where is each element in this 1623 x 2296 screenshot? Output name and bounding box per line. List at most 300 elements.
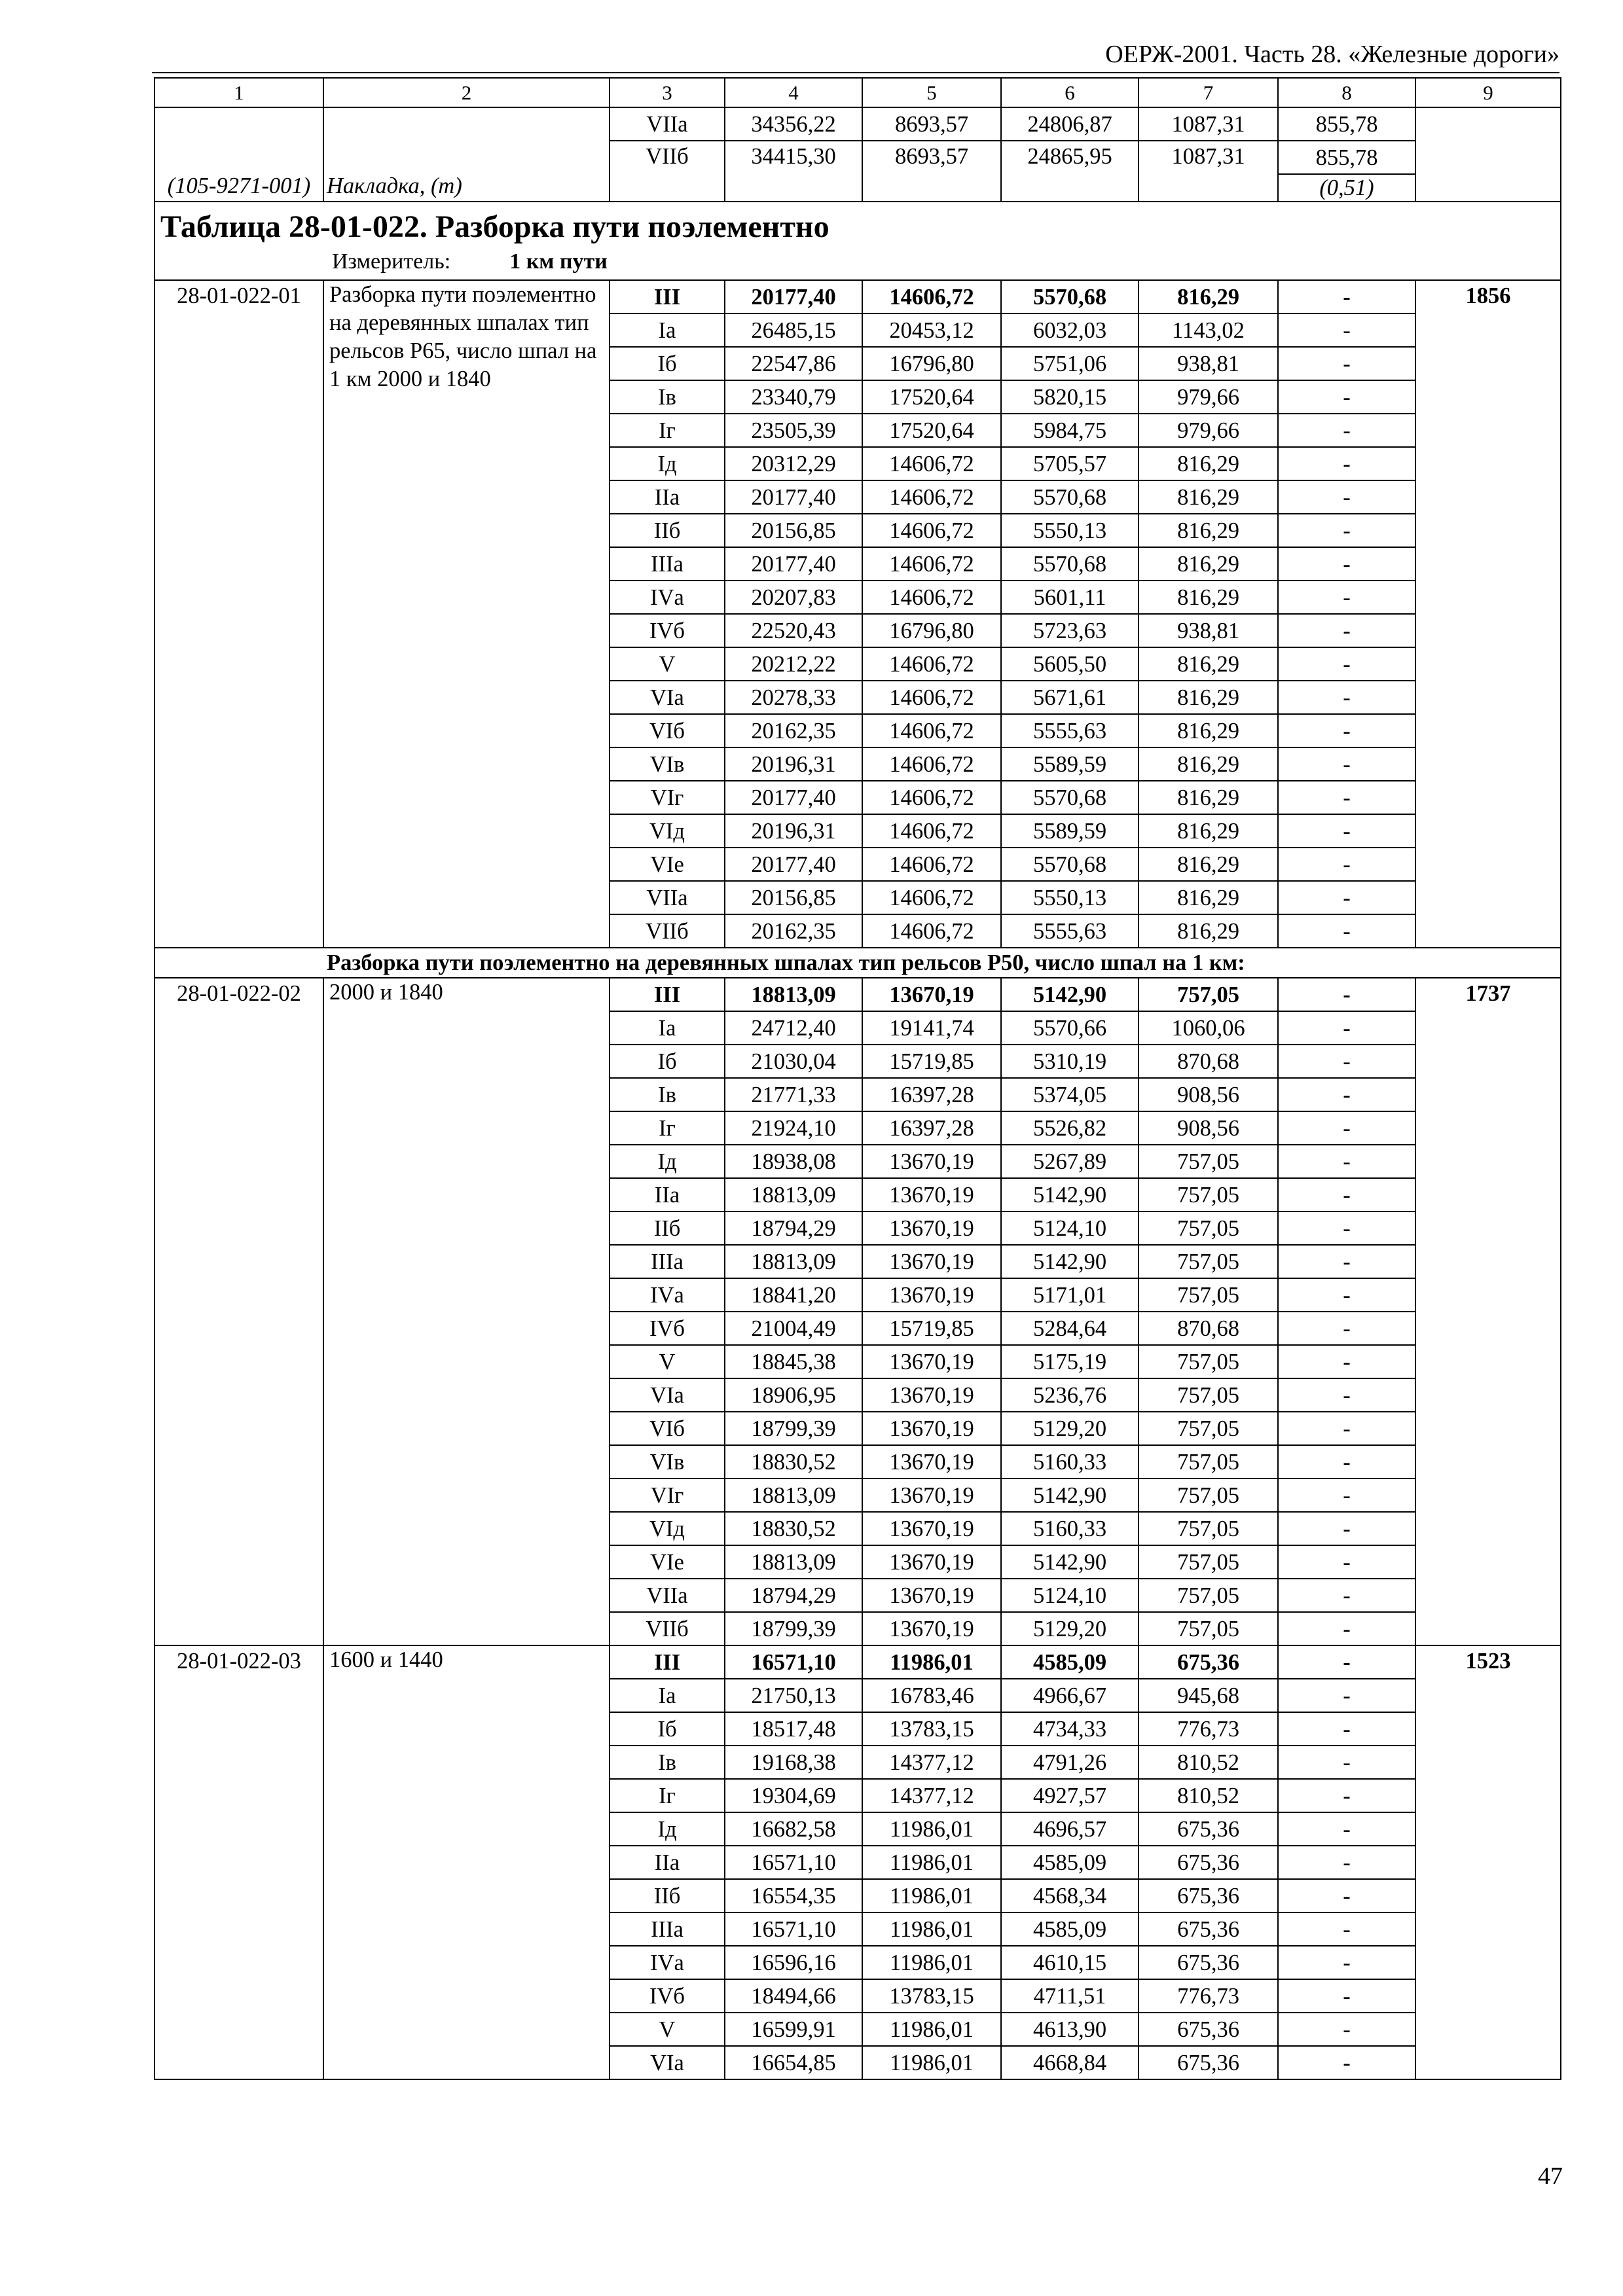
- zone-cell: V: [610, 2013, 725, 2046]
- value-cell: 757,05: [1139, 1345, 1278, 1378]
- value-cell: 675,36: [1139, 1812, 1278, 1846]
- column-number: 7: [1139, 78, 1278, 107]
- value-cell: 816,29: [1139, 714, 1278, 747]
- value-cell: 675,36: [1139, 1645, 1278, 1679]
- value-cell: -: [1278, 1445, 1415, 1479]
- value-cell: 18494,66: [725, 1979, 862, 2013]
- value-cell: 816,29: [1139, 747, 1278, 781]
- value-cell: 16554,35: [725, 1879, 862, 1912]
- value-cell: 23505,39: [725, 414, 862, 447]
- value-cell: 21750,13: [725, 1679, 862, 1712]
- value-cell: -: [1278, 1712, 1415, 1746]
- value-cell: 15719,85: [862, 1045, 1001, 1078]
- value-cell: -: [1278, 1779, 1415, 1812]
- value-cell: 938,81: [1139, 347, 1278, 380]
- value-cell: 13670,19: [862, 1612, 1001, 1645]
- total-cell: 1737: [1415, 978, 1561, 1645]
- value-cell: 13670,19: [862, 1178, 1001, 1211]
- value-cell: 816,29: [1139, 280, 1278, 314]
- value-cell: 776,73: [1139, 1979, 1278, 2013]
- value-cell: 5555,63: [1001, 714, 1139, 747]
- zone-cell: V: [610, 647, 725, 681]
- value-cell: 14377,12: [862, 1746, 1001, 1779]
- zone-cell: IVа: [610, 1946, 725, 1979]
- zone-cell: IIа: [610, 1178, 725, 1211]
- value-cell: 5374,05: [1001, 1078, 1139, 1111]
- value-cell: 1143,02: [1139, 314, 1278, 347]
- value-cell: 14606,72: [862, 280, 1001, 314]
- value-cell: -: [1278, 1479, 1415, 1512]
- zone-cell: VIа: [610, 2046, 725, 2079]
- value-cell: -: [1278, 647, 1415, 681]
- value-cell: 5589,59: [1001, 747, 1139, 781]
- value-cell: 675,36: [1139, 1879, 1278, 1912]
- value-cell: -: [1278, 1245, 1415, 1278]
- value-cell: 11986,01: [862, 1846, 1001, 1879]
- value-cell: 5570,68: [1001, 280, 1139, 314]
- zone-cell: Iб: [610, 347, 725, 380]
- value-cell: 15719,85: [862, 1312, 1001, 1345]
- value-cell: 979,66: [1139, 380, 1278, 414]
- value-cell: 5550,13: [1001, 514, 1139, 547]
- zone-cell: VIIа: [610, 881, 725, 914]
- column-number: 8: [1278, 78, 1415, 107]
- column-number: 2: [323, 78, 610, 107]
- name-cell: 2000 и 1840: [323, 978, 610, 1645]
- zone-cell: IVб: [610, 1312, 725, 1345]
- value-cell: 945,68: [1139, 1679, 1278, 1712]
- value-cell: 18830,52: [725, 1445, 862, 1479]
- value-cell: -: [1278, 1345, 1415, 1378]
- value-cell: 4613,90: [1001, 2013, 1139, 2046]
- zone-cell: VIа: [610, 681, 725, 714]
- value-cell: 13670,19: [862, 1479, 1001, 1512]
- value-cell: 816,29: [1139, 647, 1278, 681]
- value-cell: 11986,01: [862, 1645, 1001, 1679]
- value-cell: 18813,09: [725, 1479, 862, 1512]
- value-cell: 4585,09: [1001, 1846, 1139, 1879]
- value-cell: 816,29: [1139, 781, 1278, 814]
- value-cell: -: [1278, 480, 1415, 514]
- value-cell: 5142,90: [1001, 1545, 1139, 1579]
- value-cell: 757,05: [1139, 1145, 1278, 1178]
- value-cell: 13670,19: [862, 1412, 1001, 1445]
- table-row: [155, 1645, 1561, 1679]
- value-cell: 757,05: [1139, 1545, 1278, 1579]
- value-cell: 816,29: [1139, 848, 1278, 881]
- value-cell: 757,05: [1139, 978, 1278, 1011]
- value-cell: 4966,67: [1001, 1679, 1139, 1712]
- value-cell: -: [1278, 547, 1415, 581]
- value-cell: 675,36: [1139, 2013, 1278, 2046]
- value-cell: -: [1278, 714, 1415, 747]
- value-cell: 18845,38: [725, 1345, 862, 1378]
- zone-cell: VIе: [610, 1545, 725, 1579]
- value-cell: 11986,01: [862, 1946, 1001, 1979]
- value-cell: -: [1278, 1979, 1415, 2013]
- value-cell: 5124,10: [1001, 1211, 1139, 1245]
- value-cell: 4791,26: [1001, 1746, 1139, 1779]
- zone-cell: IVб: [610, 614, 725, 647]
- zone-cell: III: [610, 1645, 725, 1679]
- value-cell: 757,05: [1139, 1245, 1278, 1278]
- zone-cell: Iб: [610, 1045, 725, 1078]
- value-cell: 1087,31: [1139, 107, 1278, 141]
- value-cell: 17520,64: [862, 414, 1001, 447]
- value-cell: 5267,89: [1001, 1145, 1139, 1178]
- zone-cell: Iд: [610, 1812, 725, 1846]
- value-cell: 757,05: [1139, 1412, 1278, 1445]
- value-cell: 18794,29: [725, 1211, 862, 1245]
- value-cell: 20177,40: [725, 480, 862, 514]
- value-cell: 816,29: [1139, 881, 1278, 914]
- value-cell: 20196,31: [725, 814, 862, 848]
- prev-row: [155, 107, 1561, 141]
- value-cell: 5555,63: [1001, 914, 1139, 948]
- zone-cell: VIв: [610, 747, 725, 781]
- subheader-cell: Разборка пути поэлементно на деревянных шпалах тип рельсов Р50, число шпал на 1 км:: [155, 948, 1561, 978]
- zone-cell: Iг: [610, 1779, 725, 1812]
- value-cell: 18799,39: [725, 1412, 862, 1445]
- zone-cell: VIIб: [610, 914, 725, 948]
- zone-cell: IIб: [610, 1211, 725, 1245]
- value-cell: 4585,09: [1001, 1645, 1139, 1679]
- value-cell: 20196,31: [725, 747, 862, 781]
- value-cell: 24865,95: [1001, 141, 1139, 202]
- value-cell: 6032,03: [1001, 314, 1139, 347]
- value-cell: 19168,38: [725, 1746, 862, 1779]
- value-cell: 5723,63: [1001, 614, 1139, 647]
- value-cell: 816,29: [1139, 814, 1278, 848]
- value-cell: 14606,72: [862, 581, 1001, 614]
- value-cell: 5820,15: [1001, 380, 1139, 414]
- column-number: 5: [862, 78, 1001, 107]
- value-cell: -: [1278, 1946, 1415, 1979]
- value-cell: -: [1278, 314, 1415, 347]
- value-cell: -: [1278, 1912, 1415, 1946]
- value-cell: 13670,19: [862, 1345, 1001, 1378]
- value-cell: 21924,10: [725, 1111, 862, 1145]
- value-cell: 14606,72: [862, 547, 1001, 581]
- name-cell: Разборка пути поэлементно на деревянных шпалах тип рельсов Р65, число шпал на 1 км 2000 и 1840: [323, 280, 610, 948]
- value-cell: 5160,33: [1001, 1512, 1139, 1545]
- unit-value: 1 км пути: [509, 249, 608, 274]
- value-cell: 21771,33: [725, 1078, 862, 1111]
- value-cell: 14377,12: [862, 1779, 1001, 1812]
- value-cell: -: [1278, 1746, 1415, 1779]
- total-cell: 1523: [1415, 1645, 1561, 2079]
- value-cell: -: [1278, 1111, 1415, 1145]
- value-cell: 5526,82: [1001, 1111, 1139, 1145]
- zone-cell: VIа: [610, 1378, 725, 1412]
- value-cell: 5570,68: [1001, 480, 1139, 514]
- value-cell: 18799,39: [725, 1612, 862, 1645]
- value-cell: 18813,09: [725, 1245, 862, 1278]
- column-number: 6: [1001, 78, 1139, 107]
- value-cell: 675,36: [1139, 2046, 1278, 2079]
- zone-cell: VIIб: [610, 1612, 725, 1645]
- zone-cell: V: [610, 1345, 725, 1378]
- material-qty-cell: (0,51): [1278, 174, 1415, 202]
- value-cell: 18830,52: [725, 1512, 862, 1545]
- zone-cell: III: [610, 978, 725, 1011]
- value-cell: 5605,50: [1001, 647, 1139, 681]
- value-cell: 14606,72: [862, 781, 1001, 814]
- zone-cell: VIд: [610, 1512, 725, 1545]
- value-cell: 18813,09: [725, 1545, 862, 1579]
- zone-cell: Iг: [610, 414, 725, 447]
- value-cell: 14606,72: [862, 714, 1001, 747]
- zone-cell: VIг: [610, 1479, 725, 1512]
- value-cell: 5550,13: [1001, 881, 1139, 914]
- value-cell: 13670,19: [862, 1445, 1001, 1479]
- value-cell: 5171,01: [1001, 1278, 1139, 1312]
- value-cell: 816,29: [1139, 447, 1278, 480]
- value-cell: -: [1278, 1211, 1415, 1245]
- value-cell: -: [1278, 1278, 1415, 1312]
- zone-cell: Iв: [610, 380, 725, 414]
- column-number: 3: [610, 78, 725, 107]
- value-cell: 908,56: [1139, 1111, 1278, 1145]
- value-cell: -: [1278, 1679, 1415, 1712]
- value-cell: 757,05: [1139, 1512, 1278, 1545]
- zone-cell: VIб: [610, 1412, 725, 1445]
- zone-cell: IVа: [610, 581, 725, 614]
- value-cell: 675,36: [1139, 1846, 1278, 1879]
- value-cell: 5175,19: [1001, 1345, 1139, 1378]
- value-cell: 816,29: [1139, 480, 1278, 514]
- value-cell: 21030,04: [725, 1045, 862, 1078]
- value-cell: 757,05: [1139, 1178, 1278, 1211]
- value-cell: 5601,11: [1001, 581, 1139, 614]
- value-cell: -: [1278, 1312, 1415, 1345]
- value-cell: 14606,72: [862, 814, 1001, 848]
- value-cell: 14606,72: [862, 480, 1001, 514]
- value-cell: 757,05: [1139, 1479, 1278, 1512]
- value-cell: 13783,15: [862, 1712, 1001, 1746]
- value-cell: 870,68: [1139, 1312, 1278, 1345]
- value-cell: 816,29: [1139, 581, 1278, 614]
- value-cell: -: [1278, 1412, 1415, 1445]
- value-cell: 11986,01: [862, 1879, 1001, 1912]
- value-cell: 757,05: [1139, 1612, 1278, 1645]
- value-cell: 1087,31: [1139, 141, 1278, 202]
- zone-cell: IVб: [610, 1979, 725, 2013]
- price-table: [154, 77, 1561, 2080]
- value-cell: 22520,43: [725, 614, 862, 647]
- value-cell: 20207,83: [725, 581, 862, 614]
- zone-cell: VIб: [610, 714, 725, 747]
- total-cell: 1856: [1415, 280, 1561, 948]
- value-cell: 16571,10: [725, 1912, 862, 1946]
- value-cell: -: [1278, 1645, 1415, 1679]
- value-cell: 11986,01: [862, 1812, 1001, 1846]
- value-cell: 16397,28: [862, 1078, 1001, 1111]
- value-cell: 5142,90: [1001, 978, 1139, 1011]
- value-cell: 16783,46: [862, 1679, 1001, 1712]
- value-cell: -: [1278, 380, 1415, 414]
- column-number: 9: [1415, 78, 1561, 107]
- value-cell: 5570,68: [1001, 781, 1139, 814]
- value-cell: -: [1278, 814, 1415, 848]
- zone-cell: IIа: [610, 1846, 725, 1879]
- zone-cell: III: [610, 280, 725, 314]
- value-cell: 4696,57: [1001, 1812, 1139, 1846]
- value-cell: 757,05: [1139, 1278, 1278, 1312]
- table-row: [155, 978, 1561, 1011]
- value-cell: -: [1278, 1512, 1415, 1545]
- zone-cell: IIб: [610, 1879, 725, 1912]
- value-cell: 979,66: [1139, 414, 1278, 447]
- value-cell: 16571,10: [725, 1846, 862, 1879]
- value-cell: 20278,33: [725, 681, 862, 714]
- value-cell: 855,78: [1278, 141, 1415, 174]
- value-cell: 5310,19: [1001, 1045, 1139, 1078]
- value-cell: -: [1278, 414, 1415, 447]
- value-cell: 20162,35: [725, 914, 862, 948]
- zone-cell: Iа: [610, 1679, 725, 1712]
- value-cell: 18813,09: [725, 1178, 862, 1211]
- value-cell: 5671,61: [1001, 681, 1139, 714]
- zone-cell: Iг: [610, 1111, 725, 1145]
- value-cell: 816,29: [1139, 514, 1278, 547]
- value-cell: 20177,40: [725, 547, 862, 581]
- code-cell: 28-01-022-01: [155, 280, 323, 948]
- value-cell: 5984,75: [1001, 414, 1139, 447]
- zone-cell: VIд: [610, 814, 725, 848]
- value-cell: -: [1278, 1078, 1415, 1111]
- value-cell: 19141,74: [862, 1011, 1001, 1045]
- value-cell: 4568,34: [1001, 1879, 1139, 1912]
- value-cell: 13670,19: [862, 1145, 1001, 1178]
- value-cell: 8693,57: [862, 107, 1001, 141]
- value-cell: 14606,72: [862, 747, 1001, 781]
- value-cell: 4927,57: [1001, 1779, 1139, 1812]
- table-title-row: [155, 202, 1561, 280]
- value-cell: -: [1278, 781, 1415, 814]
- value-cell: -: [1278, 581, 1415, 614]
- value-cell: 22547,86: [725, 347, 862, 380]
- value-cell: 5751,06: [1001, 347, 1139, 380]
- value-cell: 20212,22: [725, 647, 862, 681]
- value-cell: 4734,33: [1001, 1712, 1139, 1746]
- value-cell: 5160,33: [1001, 1445, 1139, 1479]
- value-cell: 16596,16: [725, 1946, 862, 1979]
- value-cell: 675,36: [1139, 1946, 1278, 1979]
- value-cell: 20156,85: [725, 881, 862, 914]
- table-title-cell: [155, 202, 1561, 280]
- zone-cell: VIIа: [610, 107, 725, 141]
- value-cell: -: [1278, 1545, 1415, 1579]
- value-cell: 20156,85: [725, 514, 862, 547]
- value-cell: 11986,01: [862, 2046, 1001, 2079]
- zone-cell: VIе: [610, 848, 725, 881]
- value-cell: 757,05: [1139, 1211, 1278, 1245]
- value-cell: -: [1278, 280, 1415, 314]
- value-cell: 16654,85: [725, 2046, 862, 2079]
- value-cell: 14606,72: [862, 848, 1001, 881]
- table-row: [155, 280, 1561, 314]
- value-cell: 13783,15: [862, 1979, 1001, 2013]
- value-cell: 5124,10: [1001, 1579, 1139, 1612]
- zone-cell: Iд: [610, 447, 725, 480]
- value-cell: 5142,90: [1001, 1245, 1139, 1278]
- value-cell: -: [1278, 1612, 1415, 1645]
- value-cell: -: [1278, 848, 1415, 881]
- prev-material-code: (105-9271-001): [155, 107, 323, 202]
- value-cell: 8693,57: [862, 141, 1001, 202]
- zone-cell: VIг: [610, 781, 725, 814]
- value-cell: 675,36: [1139, 1912, 1278, 1946]
- value-cell: 14606,72: [862, 881, 1001, 914]
- value-cell: 20177,40: [725, 280, 862, 314]
- value-cell: 938,81: [1139, 614, 1278, 647]
- value-cell: 5129,20: [1001, 1412, 1139, 1445]
- zone-cell: Iб: [610, 1712, 725, 1746]
- value-cell: -: [1278, 2013, 1415, 2046]
- value-cell: 16571,10: [725, 1645, 862, 1679]
- value-cell: 24806,87: [1001, 107, 1139, 141]
- value-cell: 16796,80: [862, 614, 1001, 647]
- value-cell: 16682,58: [725, 1812, 862, 1846]
- value-cell: 4711,51: [1001, 1979, 1139, 2013]
- value-cell: 816,29: [1139, 681, 1278, 714]
- value-cell: 14606,72: [862, 447, 1001, 480]
- name-cell: 1600 и 1440: [323, 1645, 610, 2079]
- code-cell: 28-01-022-03: [155, 1645, 323, 2079]
- value-cell: 11986,01: [862, 1912, 1001, 1946]
- empty-cell: [1415, 107, 1561, 202]
- value-cell: 5570,66: [1001, 1011, 1139, 1045]
- value-cell: 21004,49: [725, 1312, 862, 1345]
- value-cell: 13670,19: [862, 1579, 1001, 1612]
- value-cell: 908,56: [1139, 1078, 1278, 1111]
- value-cell: 4585,09: [1001, 1912, 1139, 1946]
- value-cell: 870,68: [1139, 1045, 1278, 1078]
- value-cell: 23340,79: [725, 380, 862, 414]
- value-cell: -: [1278, 1579, 1415, 1612]
- value-cell: 810,52: [1139, 1746, 1278, 1779]
- value-cell: 18906,95: [725, 1378, 862, 1412]
- value-cell: 1060,06: [1139, 1011, 1278, 1045]
- value-cell: 4610,15: [1001, 1946, 1139, 1979]
- value-cell: 17520,64: [862, 380, 1001, 414]
- value-cell: 18938,08: [725, 1145, 862, 1178]
- value-cell: -: [1278, 1145, 1415, 1178]
- value-cell: 14606,72: [862, 681, 1001, 714]
- value-cell: 757,05: [1139, 1579, 1278, 1612]
- value-cell: -: [1278, 1812, 1415, 1846]
- value-cell: 13670,19: [862, 1211, 1001, 1245]
- value-cell: 14606,72: [862, 914, 1001, 948]
- value-cell: 18813,09: [725, 978, 862, 1011]
- value-cell: 5570,68: [1001, 848, 1139, 881]
- value-cell: -: [1278, 2046, 1415, 2079]
- zone-cell: Iа: [610, 314, 725, 347]
- running-header: ОЕРЖ-2001. Часть 28. «Железные дороги»: [1105, 41, 1559, 68]
- value-cell: 816,29: [1139, 547, 1278, 581]
- unit-label: Измеритель:: [332, 249, 451, 274]
- code-cell: 28-01-022-02: [155, 978, 323, 1645]
- value-cell: 5236,76: [1001, 1378, 1139, 1412]
- value-cell: 810,52: [1139, 1779, 1278, 1812]
- value-cell: 18841,20: [725, 1278, 862, 1312]
- value-cell: 14606,72: [862, 647, 1001, 681]
- unit-line: [160, 248, 1555, 276]
- value-cell: 16796,80: [862, 347, 1001, 380]
- zone-cell: VIIа: [610, 1579, 725, 1612]
- value-cell: 16599,91: [725, 2013, 862, 2046]
